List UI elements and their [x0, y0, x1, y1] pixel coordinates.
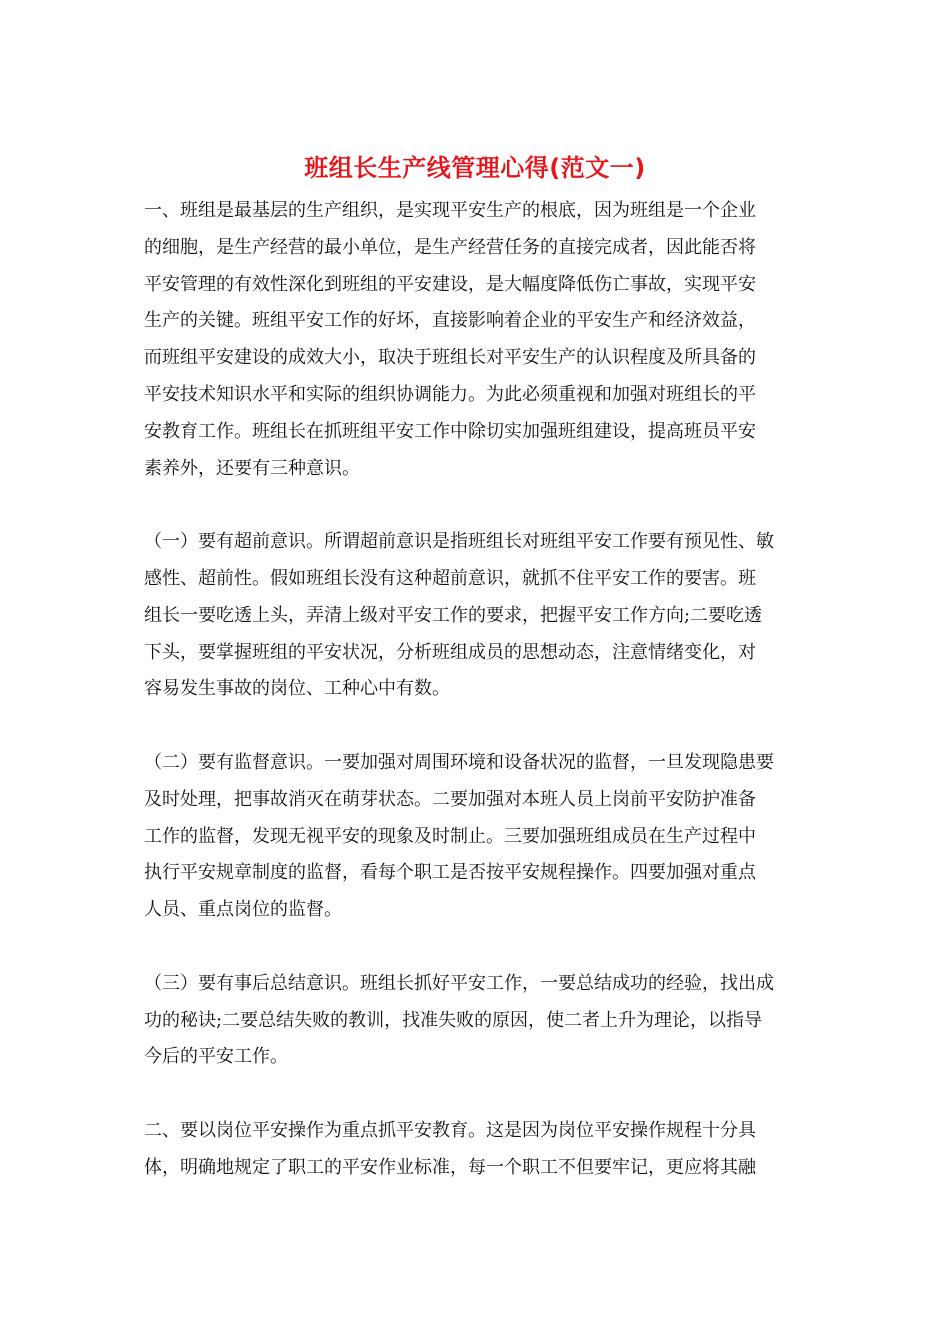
text-line: 生产的关键。班组平安工作的好坏，直接影响着企业的平安生产和经济效益，: [144, 310, 756, 332]
paragraph-gap: [144, 929, 808, 966]
text-line: 平安技术知识水平和实际的组织协调能力。为此必须重视和加强对班组长的平: [144, 383, 756, 405]
text-line: 容易发生事故的岗位、工种心中有数。: [144, 678, 450, 700]
paragraph-1: [144, 193, 808, 487]
text-line: 素养外，还要有三种意识。: [144, 457, 360, 479]
paragraph-2: [144, 524, 808, 708]
document-body: [144, 193, 808, 1187]
text-line: 及时处理，把事故消灭在萌芽状态。二要加强对本班人员上岗前平安防护准备: [144, 788, 756, 810]
text-line: 感性、超前性。假如班组长没有这种超前意识，就抓不住平安工作的要害。班: [144, 567, 756, 589]
text-line: （二）要有监督意识。一要加强对周围环境和设备状况的监督，一旦发现隐患要: [144, 751, 774, 773]
text-line: 工作的监督，发现无视平安的现象及时制止。三要加强班组成员在生产过程中: [144, 825, 756, 847]
document-title: 班组长生产线管理心得(范文一): [304, 154, 646, 182]
paragraph-5: [144, 1113, 808, 1187]
text-line: 功的秘诀;二要总结失败的教训，找准失败的原因，使二者上升为理论，以指导: [144, 1009, 763, 1031]
paragraph-gap: [144, 1076, 808, 1113]
text-line: （一）要有超前意识。所谓超前意识是指班组长对班组平安工作要有预见性、敏: [144, 531, 774, 553]
paragraph-4: [144, 966, 808, 1076]
text-line: 组长一要吃透上头，弄清上级对平安工作的要求，把握平安工作方向;二要吃透: [144, 604, 763, 626]
text-line: 平安管理的有效性深化到班组的平安建设，是大幅度降低伤亡事故，实现平安: [144, 273, 756, 295]
text-line: 体，明确地规定了职工的平安作业标准，每一个职工不但要牢记，更应将其融: [144, 1156, 756, 1178]
text-line: 人员、重点岗位的监督。: [144, 899, 342, 921]
paragraph-gap: [144, 487, 808, 524]
text-line: 二、要以岗位平安操作为重点抓平安教育。这是因为岗位平安操作规程十分具: [144, 1119, 756, 1141]
text-line: 的细胞，是生产经营的最小单位，是生产经营任务的直接完成者，因此能否将: [144, 236, 756, 258]
text-line: 下头，要掌握班组的平安状况，分析班组成员的思想动态，注意情绪变化，对: [144, 641, 756, 663]
text-line: 今后的平安工作。: [144, 1046, 288, 1068]
text-line: 执行平安规章制度的监督，看每个职工是否按平安规程操作。四要加强对重点: [144, 862, 756, 884]
paragraph-gap: [144, 708, 808, 745]
paragraph-3: [144, 745, 808, 929]
text-line: 安教育工作。班组长在抓班组平安工作中除切实加强班组建设，提高班员平安: [144, 420, 756, 442]
text-line: 而班组平安建设的成效大小，取决于班组长对平安生产的认识程度及所具备的: [144, 347, 756, 369]
text-line: 一、班组是最基层的生产组织，是实现平安生产的根底，因为班组是一个企业: [144, 200, 756, 221]
text-line: （三）要有事后总结意识。班组长抓好平安工作，一要总结成功的经验，找出成: [144, 972, 774, 994]
